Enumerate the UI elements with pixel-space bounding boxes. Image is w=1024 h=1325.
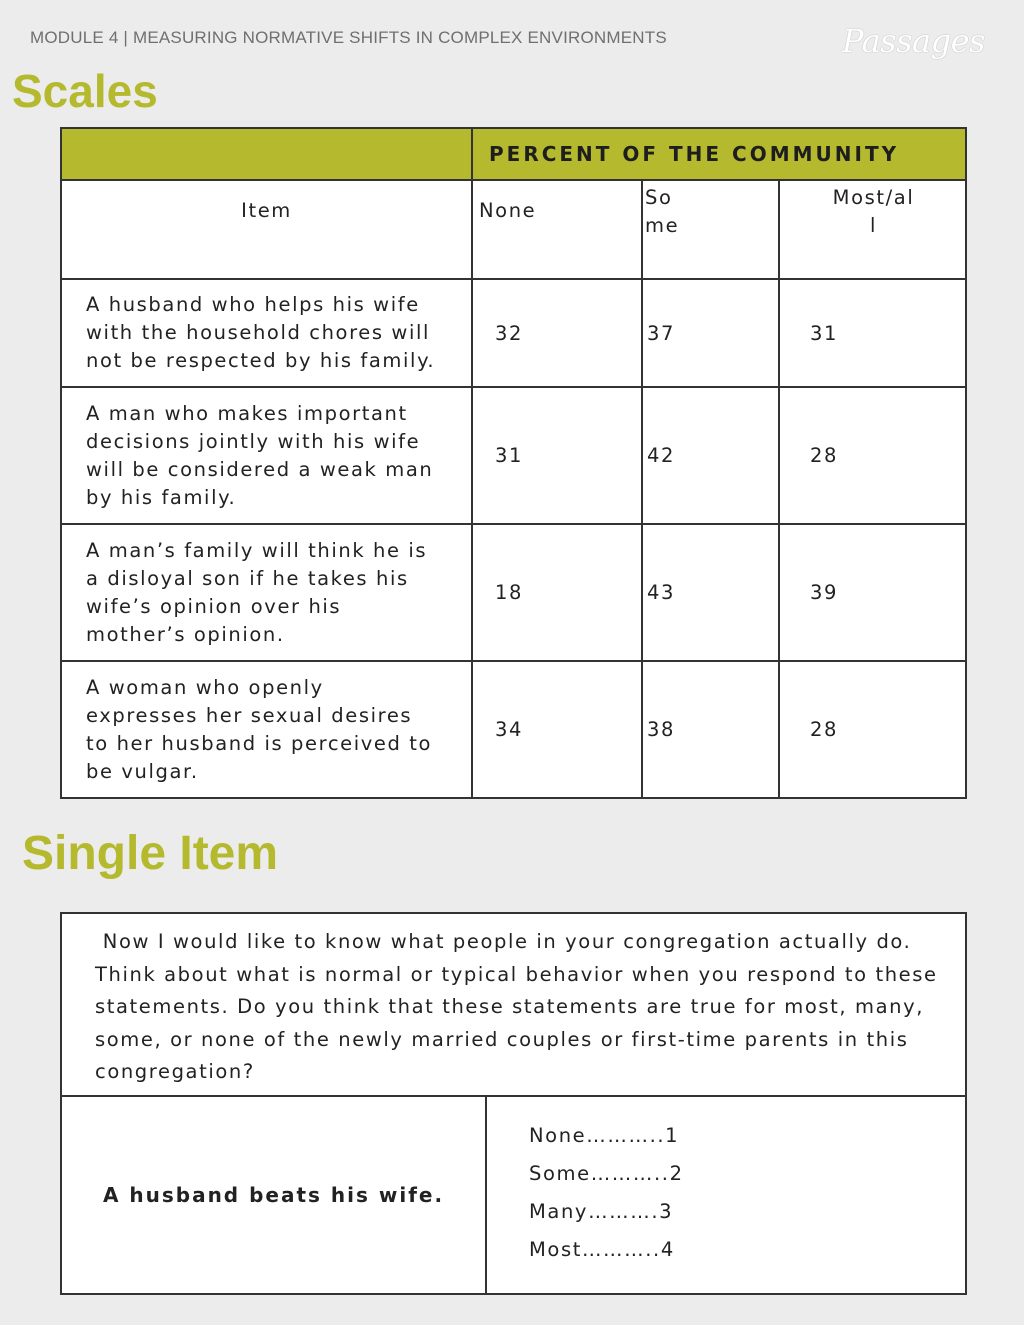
table-row [61, 524, 966, 661]
table-row [61, 661, 966, 798]
percent-of-community-header: PERCENT OF THE COMMUNITY [472, 128, 966, 180]
table-row [61, 279, 966, 387]
module-header: MODULE 4 | MEASURING NORMATIVE SHIFTS IN COMPLEX ENVIRONMENTS [30, 28, 667, 47]
question-line: Now I would like to know what people in your congregation actually do. [95, 930, 912, 953]
value-some: 43 [642, 524, 779, 661]
option-some: Some………..2 [529, 1161, 684, 1185]
scales-table [60, 127, 967, 799]
question-line: statements. Do you think that these statements are true for most, many, [95, 995, 925, 1018]
column-item: Item [61, 180, 472, 279]
value-some: 37 [642, 279, 779, 387]
item-line: mother’s opinion. [86, 622, 285, 646]
value-most: 31 [779, 279, 966, 387]
value-some: 38 [642, 661, 779, 798]
item-statement [61, 661, 472, 798]
column-most-line: Most/al [832, 186, 915, 209]
column-most-line: l [869, 214, 878, 237]
item-statement [61, 387, 472, 524]
value-most: 28 [779, 661, 966, 798]
value-most: 28 [779, 387, 966, 524]
item-line: decisions jointly with his wife [86, 429, 421, 453]
statement-text: A husband beats his wife. [61, 1096, 486, 1294]
value-none: 34 [472, 661, 642, 798]
column-some-line: me [645, 214, 680, 237]
item-line: A man who makes important [86, 401, 408, 425]
question-row [61, 913, 966, 1096]
item-line: wife’s opinion over his [86, 594, 342, 618]
option-many: Many……….3 [529, 1199, 674, 1223]
item-line: will be considered a weak man [86, 457, 434, 481]
column-some [642, 180, 779, 279]
single-item-table [60, 912, 967, 1295]
option-none: None………..1 [529, 1123, 680, 1147]
item-line: A woman who openly [86, 675, 324, 699]
scales-header-row [61, 128, 966, 180]
response-options [486, 1096, 966, 1294]
column-some-line: So [645, 186, 673, 209]
item-line: a disloyal son if he takes his [86, 566, 409, 590]
question-line: congregation? [95, 1060, 255, 1083]
scales-column-row [61, 180, 966, 279]
value-none: 18 [472, 524, 642, 661]
question-text [61, 913, 966, 1096]
column-none: None [472, 180, 642, 279]
item-line: A husband who helps his wife [86, 293, 420, 316]
question-line: Think about what is normal or typical behavior when you respond to these [95, 962, 938, 986]
passages-logo: Passages [842, 22, 985, 60]
question-line: some, or none of the newly married couples or first-time parents in this [95, 1027, 909, 1051]
item-line: not be respected by his family. [86, 349, 436, 372]
option-most: Most………..4 [529, 1237, 675, 1261]
item-statement [61, 524, 472, 661]
value-none: 31 [472, 387, 642, 524]
statement-row [61, 1096, 966, 1294]
item-line: be vulgar. [86, 759, 199, 783]
header-empty-cell [61, 128, 472, 180]
item-line: by his family. [86, 485, 237, 509]
scales-title: Scales [12, 65, 158, 117]
item-statement [61, 279, 472, 387]
item-line: to her husband is perceived to [86, 731, 433, 755]
column-most [779, 180, 966, 279]
single-item-title: Single Item [22, 827, 279, 880]
item-line: expresses her sexual desires [86, 703, 413, 727]
item-line: A man’s family will think he is [86, 538, 428, 562]
value-most: 39 [779, 524, 966, 661]
value-some: 42 [642, 387, 779, 524]
table-row [61, 387, 966, 524]
item-line: with the household chores will [86, 321, 431, 344]
value-none: 32 [472, 279, 642, 387]
